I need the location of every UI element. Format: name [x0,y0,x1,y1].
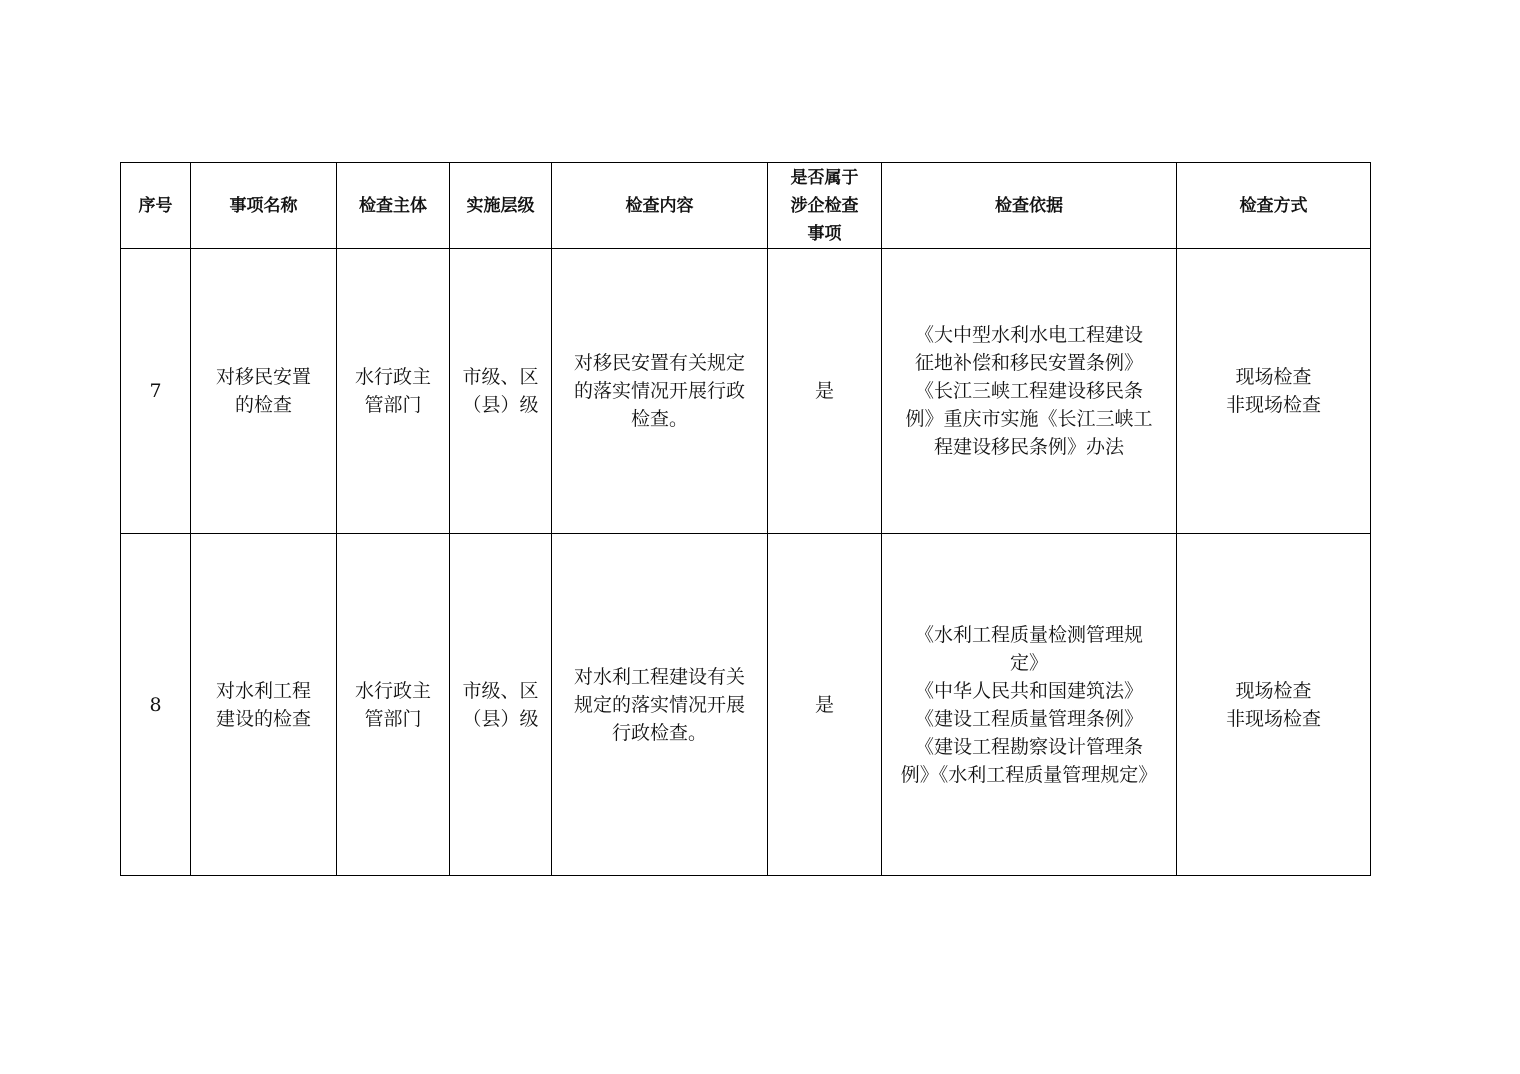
cell-line: 的落实情况开展行政 [573,380,745,402]
cell-line: 非现场检查 [1225,707,1321,730]
cell-basis [882,534,1177,876]
cell-line: 例》重庆市实施《长江三峡工 [905,408,1153,430]
cell-method [1177,249,1371,534]
cell-item-name [191,534,337,876]
table-row [121,249,1371,534]
header-enterprise-line: 事项 [807,223,842,244]
cell-line: 对移民安置有关规定 [573,352,745,374]
cell-line: 征地补偿和移民安置条例》 [914,352,1143,374]
header-enterprise-related [768,163,882,249]
cell-line: 水行政主 [354,679,431,702]
table-header-row [121,163,1371,249]
cell-method [1177,534,1371,876]
cell-content [552,534,768,876]
cell-line: 对水利工程 [215,679,311,702]
cell-line: 检查。 [630,408,688,430]
cell-line: 程建设移民条例》办法 [933,436,1124,458]
header-level: 实施层级 [450,163,552,249]
cell-line: 定》 [1009,651,1048,674]
cell-level [450,534,552,876]
header-item-name: 事项名称 [191,163,337,249]
cell-line: 对水利工程建设有关 [573,665,745,688]
cell-seq: 7 [121,249,191,534]
cell-line: 《长江三峡工程建设移民条 [914,380,1143,402]
cell-level [450,249,552,534]
cell-line: （县）级 [462,394,539,416]
cell-line: 《水利工程质量检测管理规 [914,623,1143,646]
cell-line: 《建设工程勘察设计管理条 [914,735,1143,758]
cell-line: 对移民安置 [215,366,311,388]
cell-enterprise-related: 是 [768,249,882,534]
cell-content [552,249,768,534]
header-enterprise-line: 涉企检查 [790,195,859,216]
cell-line: 管部门 [364,707,422,730]
cell-line: 市级、区 [462,366,539,388]
cell-line: 《大中型水利水电工程建设 [914,324,1143,346]
cell-line: 建设的检查 [215,707,311,730]
cell-line: 《建设工程质量管理条例》 [914,707,1143,730]
cell-basis [882,249,1177,534]
cell-line: 的检查 [234,394,292,416]
cell-line: 管部门 [364,394,422,416]
cell-line: 行政检查。 [611,721,707,744]
cell-line: （县）级 [462,707,539,730]
cell-line: 规定的落实情况开展 [573,693,745,716]
header-enterprise-line: 是否属于 [790,167,859,188]
table-row [121,534,1371,876]
header-basis: 检查依据 [882,163,1177,249]
header-subject: 检查主体 [337,163,450,249]
cell-line: 例》《水利工程质量管理规定》 [900,763,1158,786]
cell-subject [337,249,450,534]
header-seq: 序号 [121,163,191,249]
cell-line: 市级、区 [462,679,539,702]
inspection-table-page [120,162,1370,876]
header-method: 检查方式 [1177,163,1371,249]
cell-line: 《中华人民共和国建筑法》 [914,679,1143,702]
header-content: 检查内容 [552,163,768,249]
cell-subject [337,534,450,876]
cell-line: 现场检查 [1235,366,1312,388]
cell-item-name [191,249,337,534]
inspection-items-table [120,162,1371,876]
cell-line: 水行政主 [354,366,431,388]
cell-line: 非现场检查 [1225,394,1321,416]
cell-seq: 8 [121,534,191,876]
cell-enterprise-related: 是 [768,534,882,876]
cell-line: 现场检查 [1235,679,1312,702]
